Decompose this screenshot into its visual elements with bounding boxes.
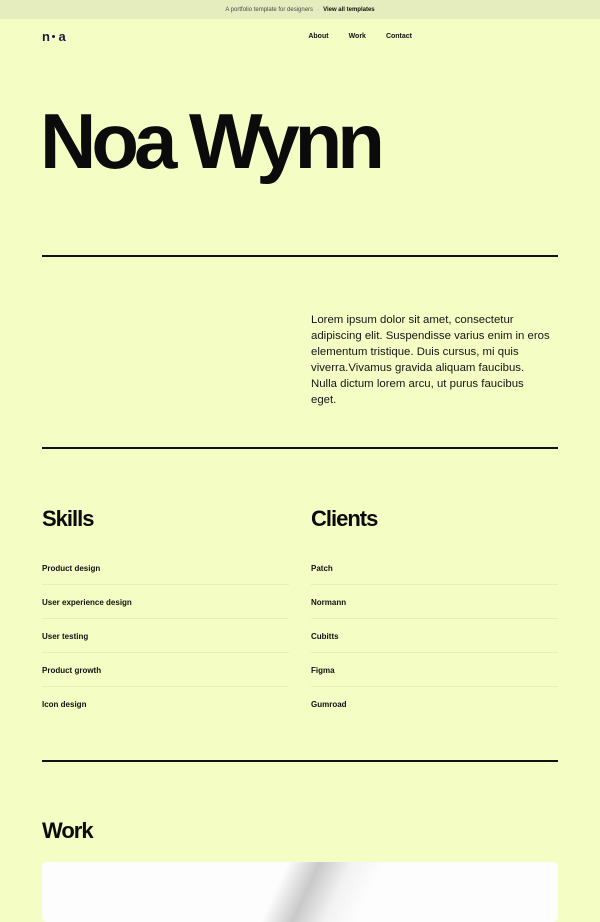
skills-list	[42, 552, 289, 721]
announcement-text: A portfolio template for designers	[225, 6, 314, 13]
announcement-bar	[0, 0, 600, 19]
nav-link-work[interactable]: Work	[348, 32, 366, 40]
divider	[42, 447, 558, 449]
nav-links	[308, 33, 412, 40]
logo-letter-a: a	[58, 28, 66, 44]
clients-heading: Clients	[311, 506, 378, 531]
work-project-card[interactable]	[42, 862, 558, 922]
nav-link-contact[interactable]: Contact	[385, 32, 412, 40]
client-item: Figma	[311, 654, 558, 687]
skill-item: User testing	[42, 620, 289, 653]
divider	[42, 255, 558, 257]
skills-heading: Skills	[42, 506, 94, 531]
work-project-image	[257, 862, 387, 922]
work-heading: Work	[42, 818, 93, 843]
divider	[42, 760, 558, 762]
clients-list	[311, 552, 558, 721]
view-all-templates-link[interactable]: View all templates	[323, 6, 375, 13]
client-item: Gumroad	[311, 699, 347, 709]
skill-item: Icon design	[42, 699, 87, 709]
logo[interactable]	[42, 29, 65, 44]
client-item: Cubitts	[311, 620, 558, 653]
client-item: Patch	[311, 552, 558, 585]
logo-letter-n: n	[42, 28, 50, 44]
intro-paragraph: Lorem ipsum dolor sit amet, consectetur adipiscing elit. Suspendisse varius enim in eros elementum tristique. Duis cursus, mi quis viverra.Vivamus gravida aliquam faucibus. Nulla dictum lorem arcu, ut purus faucibus eget.	[311, 314, 550, 406]
hero-name: Noa Wynn	[40, 97, 380, 185]
announcement-separator: ·	[317, 6, 320, 13]
skill-item: User experience design	[42, 586, 289, 619]
skill-item: Product growth	[42, 654, 289, 687]
top-nav	[42, 27, 558, 45]
logo-dot	[52, 35, 55, 38]
client-item: Normann	[311, 586, 558, 619]
skill-item: Product design	[42, 552, 289, 585]
nav-link-about[interactable]: About	[308, 32, 329, 40]
